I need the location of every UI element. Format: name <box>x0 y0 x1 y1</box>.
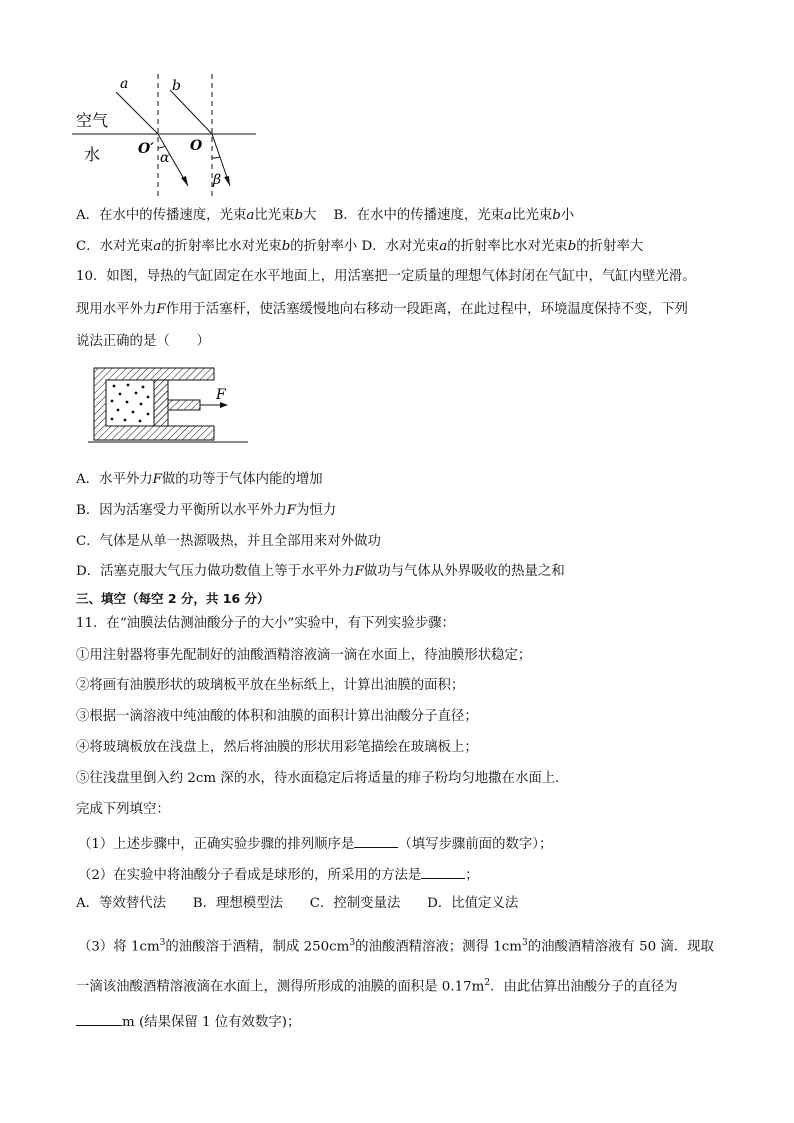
q10-stem-line1: 10．如图，导热的气缸固定在水平地面上，用活塞把一定质量的理想气体封闭在气缸中，气缸内壁光滑。 <box>76 269 696 284</box>
q10-option-d-pre: D．活塞克服大气压力做功数值上等于水平外力 <box>76 564 355 579</box>
label-alpha: α <box>160 150 170 166</box>
q11-sub1-pre: （1）上述步骤中，正确实验步骤的排列顺序是 <box>78 837 355 852</box>
q11-sub2-blank[interactable] <box>421 864 465 879</box>
q11-sub3-d: 的油酸酒精溶液有 50 滴．现取 <box>527 939 714 955</box>
label-air: 空气 <box>76 111 109 130</box>
q11-sub2-pre: （2）在实验中将油酸分子看成是球形的，所采用的方法是 <box>78 868 422 883</box>
label-o-prime: O′ <box>138 141 154 157</box>
ray-b-incident <box>170 90 212 134</box>
q10-option-b <box>76 502 336 520</box>
q10-option-d <box>76 563 565 581</box>
q11-sub3-line1 <box>78 934 714 956</box>
q9-option-c-var2: b <box>281 239 291 254</box>
q9-option-d-text: D．水对光束 <box>361 239 440 254</box>
q11-sub3-c: 的油酸酒精溶液；测得 1cm <box>355 939 522 955</box>
q11-sub3-exp2: 3 <box>349 938 356 948</box>
label-o: O <box>190 138 203 154</box>
q11-sub3-b: 的油酸溶于酒精，制成 250cm <box>165 939 350 955</box>
q9-option-b-text: B．在水中的传播速度，光束 <box>333 208 505 223</box>
q11-sub3-blank[interactable] <box>76 1011 122 1026</box>
q11-sub3-line2 <box>76 974 678 996</box>
q9-option-b-mid: 比光束 <box>512 208 553 223</box>
q9-option-d-mid: 的折射率比水对光束 <box>447 239 568 254</box>
q10-option-a-pre: A．水平外力 <box>76 472 153 487</box>
label-a: a <box>120 76 129 92</box>
q10-option-b-post: 为恒力 <box>296 503 337 518</box>
q11-sub3-exp1: 3 <box>159 938 166 948</box>
q9-option-c-end: 的折射率小 <box>290 239 358 254</box>
ray-b-arrow <box>224 176 230 186</box>
q9-option-d-end: 的折射率大 <box>576 239 644 254</box>
label-beta: β <box>213 172 222 188</box>
q11-sub2-options: A．等效替代法 B．理想模型法 C．控制变量法 D．比值定义法 <box>76 896 519 911</box>
q11-step-4: ④将玻璃板放在浅盘上，然后将油膜的形状用彩笔描绘在玻璃板上； <box>76 740 478 755</box>
q11-complete-prompt: 完成下列填空： <box>76 802 170 817</box>
piston <box>154 380 168 426</box>
q10-stem2-post: 作用于活塞杆，使活塞缓慢地向右移动一段距离，在此过程中，环境温度保持不变，下列 <box>165 302 688 317</box>
q11-sub1 <box>78 833 552 854</box>
q10-option-b-force: F <box>286 503 296 518</box>
ray-a-arrow <box>181 176 188 186</box>
q10-option-d-post: 做功与气体从外界吸收的热量之和 <box>363 564 565 579</box>
q11-sub3-line3 <box>76 1011 300 1032</box>
q10-option-a-post: 做的功等于气体内能的增加 <box>161 472 323 487</box>
q11-sub3-line2-pre: 一滴该油酸酒精溶液滴在水面上，测得所形成的油膜的面积是 0.17m <box>76 979 485 995</box>
piston-rod <box>168 400 200 410</box>
q11-sub2-post: ； <box>465 868 479 883</box>
q10-stem-line2 <box>76 301 688 319</box>
q9-option-c-text: C．水对光束 <box>76 239 154 254</box>
angle-beta-arc <box>212 157 220 158</box>
q11-stem: 11．在“油膜法估测油酸分子的大小”实验中，有下列实验步骤： <box>76 616 455 631</box>
q9-option-a-end: 大 <box>303 208 317 223</box>
q11-sub2 <box>78 864 479 885</box>
q11-sub3-line2-post: ．由此估算出油酸分子的直径为 <box>490 979 678 995</box>
section-title: 三、填空（每空 2 分，共 16 分） <box>76 591 270 606</box>
q9-option-c <box>76 239 357 254</box>
angle-alpha-arc <box>158 146 165 148</box>
q9-options-ab <box>76 207 574 225</box>
q10-option-b-pre: B．因为活塞受力平衡所以水平外力 <box>76 503 287 518</box>
q9-options-cd <box>76 238 643 256</box>
q11-step-2: ②将画有油膜形状的玻璃板平放在坐标纸上，计算出油膜的面积； <box>76 678 465 693</box>
q9-option-a-text: A．在水中的传播速度，光束 <box>76 208 247 223</box>
q11-sub1-blank[interactable] <box>354 833 398 848</box>
q9-option-d-var1: a <box>439 239 448 254</box>
label-water: 水 <box>84 145 101 164</box>
q11-step-1: ①用注射器将事先配制好的油酸酒精溶液滴一滴在水面上，待油膜形状稳定； <box>76 648 532 663</box>
refraction-diagram <box>72 74 262 198</box>
ray-a-incident <box>116 92 158 134</box>
q11-step-3: ③根据一滴溶液中纯油酸的体积和油膜的面积计算出油酸分子直径； <box>76 709 478 724</box>
gas-cylinder-diagram <box>88 364 254 448</box>
q10-stem-line3: 说法正确的是（ ） <box>76 334 210 349</box>
q9-option-a-var1: a <box>246 208 255 223</box>
q9-option-a-mid: 比光束 <box>254 208 295 223</box>
q9-option-b-var2: b <box>552 208 561 223</box>
q10-stem2-force: F <box>156 302 166 317</box>
q9-option-b <box>334 208 575 223</box>
q9-option-b-end: 小 <box>560 208 575 223</box>
q9-option-d-var2: b <box>567 239 577 254</box>
q9-option-a-var2: b <box>294 208 304 223</box>
force-label: F <box>216 387 226 403</box>
q9-option-c-mid: 的折射率比水对光束 <box>161 239 282 254</box>
q11-sub3-line2-exp: 2 <box>484 978 491 988</box>
q10-option-d-force: F <box>354 564 364 579</box>
q10-stem2-pre: 现用水平外力 <box>76 302 157 317</box>
q11-step-5: ⑤往浅盘里倒入约 2cm 深的水，待水面稳定后将适量的痱子粉均匀地撒在水面上． <box>76 771 569 786</box>
q11-sub3-exp3: 3 <box>521 938 528 948</box>
q9-option-c-var1: a <box>153 239 162 254</box>
q9-option-d <box>362 239 644 254</box>
q10-option-c: C．气体是从单一热源吸热，并且全部用来对外做功 <box>76 534 381 549</box>
q10-option-a <box>76 471 323 489</box>
q10-option-a-force: F <box>152 472 162 487</box>
q11-sub1-post: （填写步骤前面的数字）； <box>398 837 553 852</box>
label-b: b <box>172 78 181 94</box>
q9-option-a <box>76 208 316 223</box>
q11-sub3-line3-post: m (结果保留 1 位有效数字)； <box>122 1015 301 1030</box>
q9-option-b-var1: a <box>504 208 513 223</box>
q11-sub3-a: （3）将 1cm <box>78 939 160 955</box>
